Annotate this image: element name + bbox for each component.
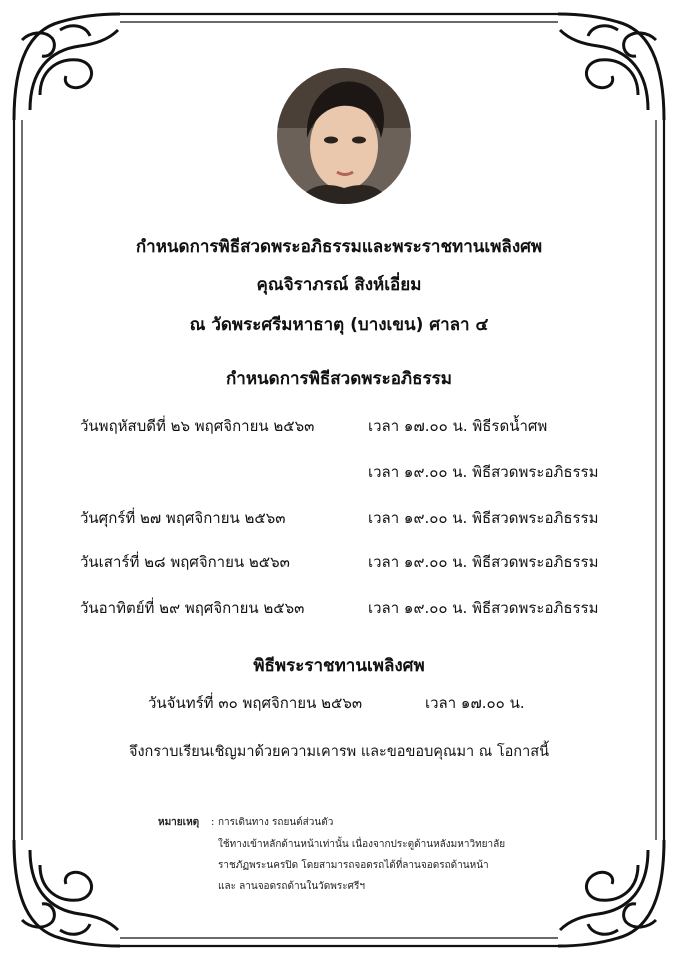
corner-ornament-bottom-right bbox=[558, 840, 664, 946]
note-colon: : bbox=[211, 817, 215, 828]
schedule-time: เวลา ๑๗.๐๐ น. พิธีรดน้ำศพ bbox=[368, 417, 548, 435]
note-line: ใช้ทางเข้าหลักด้านหน้าเท่านั้น เนื่องจากประตูด้านหลังมหาวิทยาลัย bbox=[218, 839, 506, 850]
schedule-row bbox=[0, 461, 678, 483]
schedule-row bbox=[0, 415, 678, 437]
note-line: การเดินทาง รถยนต์ส่วนตัว bbox=[218, 817, 334, 828]
cremation-date: วันจันทร์ที่ ๓๐ พฤศจิกายน ๒๕๖๓ bbox=[148, 694, 363, 712]
corner-ornament-bottom-left bbox=[14, 840, 120, 946]
schedule-date: วันพฤหัสบดีที่ ๒๖ พฤศจิกายน ๒๕๖๓ bbox=[80, 417, 315, 435]
venue-line: ณ วัดพระศรีมหาธาตุ (บางเขน) ศาลา ๔ bbox=[189, 315, 489, 335]
cremation-row bbox=[0, 692, 678, 714]
schedule-row bbox=[0, 507, 678, 529]
schedule-date: วันอาทิตย์ที่ ๒๙ พฤศจิกายน ๒๕๖๓ bbox=[80, 599, 305, 617]
note-line: และ ลานจอดรถด้านในวัดพระศรีฯ bbox=[218, 881, 365, 892]
schedule-row bbox=[0, 551, 678, 573]
ceremony-heading: กำหนดการพิธีสวดพระอภิธรรมและพระราชทานเพลิงศพ bbox=[135, 237, 543, 257]
cremation-section-title: พิธีพระราชทานเพลิงศพ bbox=[253, 656, 425, 676]
schedule-time: เวลา ๑๙.๐๐ น. พิธีสวดพระอภิธรรม bbox=[368, 509, 599, 527]
corner-ornament-top-left bbox=[14, 14, 120, 120]
prayer-section-title: กำหนดการพิธีสวดพระอภิธรรม bbox=[226, 369, 452, 389]
schedule-time: เวลา ๑๙.๐๐ น. พิธีสวดพระอภิธรรม bbox=[368, 599, 599, 617]
schedule-time: เวลา ๑๙.๐๐ น. พิธีสวดพระอภิธรรม bbox=[368, 553, 599, 571]
deceased-name: คุณจิราภรณ์ สิงห์เอี่ยม bbox=[256, 275, 422, 295]
note-label: หมายเหตุ bbox=[158, 817, 200, 828]
invitation-text: จึงกราบเรียนเชิญมาด้วยความเคารพ และขอขอบคุณมา ณ โอกาสนี้ bbox=[128, 744, 549, 760]
cremation-time: เวลา ๑๗.๐๐ น. bbox=[425, 694, 525, 712]
note-line: ราชภัฏพระนครปิด โดยสามารถจอดรถได้ที่ลานจอดรถด้านหน้า bbox=[218, 860, 489, 871]
schedule-date: วันเสาร์ที่ ๒๘ พฤศจิกายน ๒๕๖๓ bbox=[80, 553, 290, 571]
schedule-time: เวลา ๑๙.๐๐ น. พิธีสวดพระอภิธรรม bbox=[368, 463, 599, 481]
corner-ornament-top-right bbox=[558, 14, 664, 120]
schedule-row bbox=[0, 597, 678, 619]
schedule-date: วันศุกร์ที่ ๒๗ พฤศจิกายน ๒๕๖๓ bbox=[80, 509, 286, 527]
portrait-photo bbox=[277, 68, 411, 204]
